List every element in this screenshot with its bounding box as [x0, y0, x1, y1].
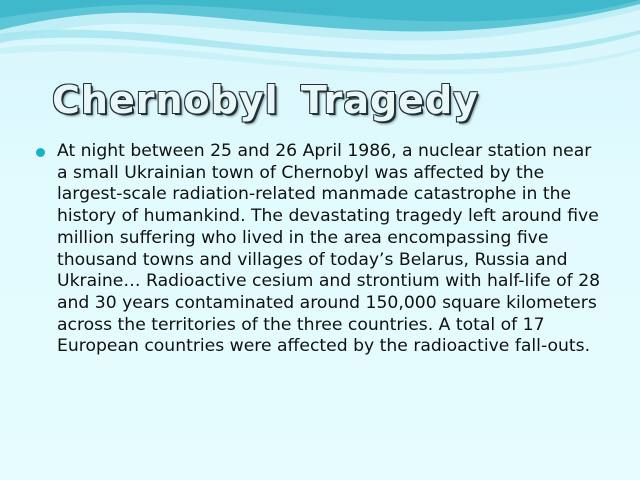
header-wave-decoration: [0, 0, 640, 80]
bullet-dot-icon: [36, 148, 45, 157]
bullet-paragraph: At night between 25 and 26 April 1986, a nuclear station near a small Ukrainian town of Chernobyl was affected by the largest-scale radiation-related manmade catastrophe in the history of humankind. The devastating tragedy left around five million suffering who lived in the area encompassing five thousand towns and villages of today’s Belarus, Russia and Ukraine… Radioactive cesium and strontium with half-life of 28 and 30 years contaminated around 150,000 square kilometers across the territories of the three countries. A total of 17 European countries were affected by the radioactive fall-outs.: [57, 141, 601, 357]
bullet-list: [36, 141, 601, 358]
slide-title: Chernobyl Tragedy: [52, 78, 479, 122]
